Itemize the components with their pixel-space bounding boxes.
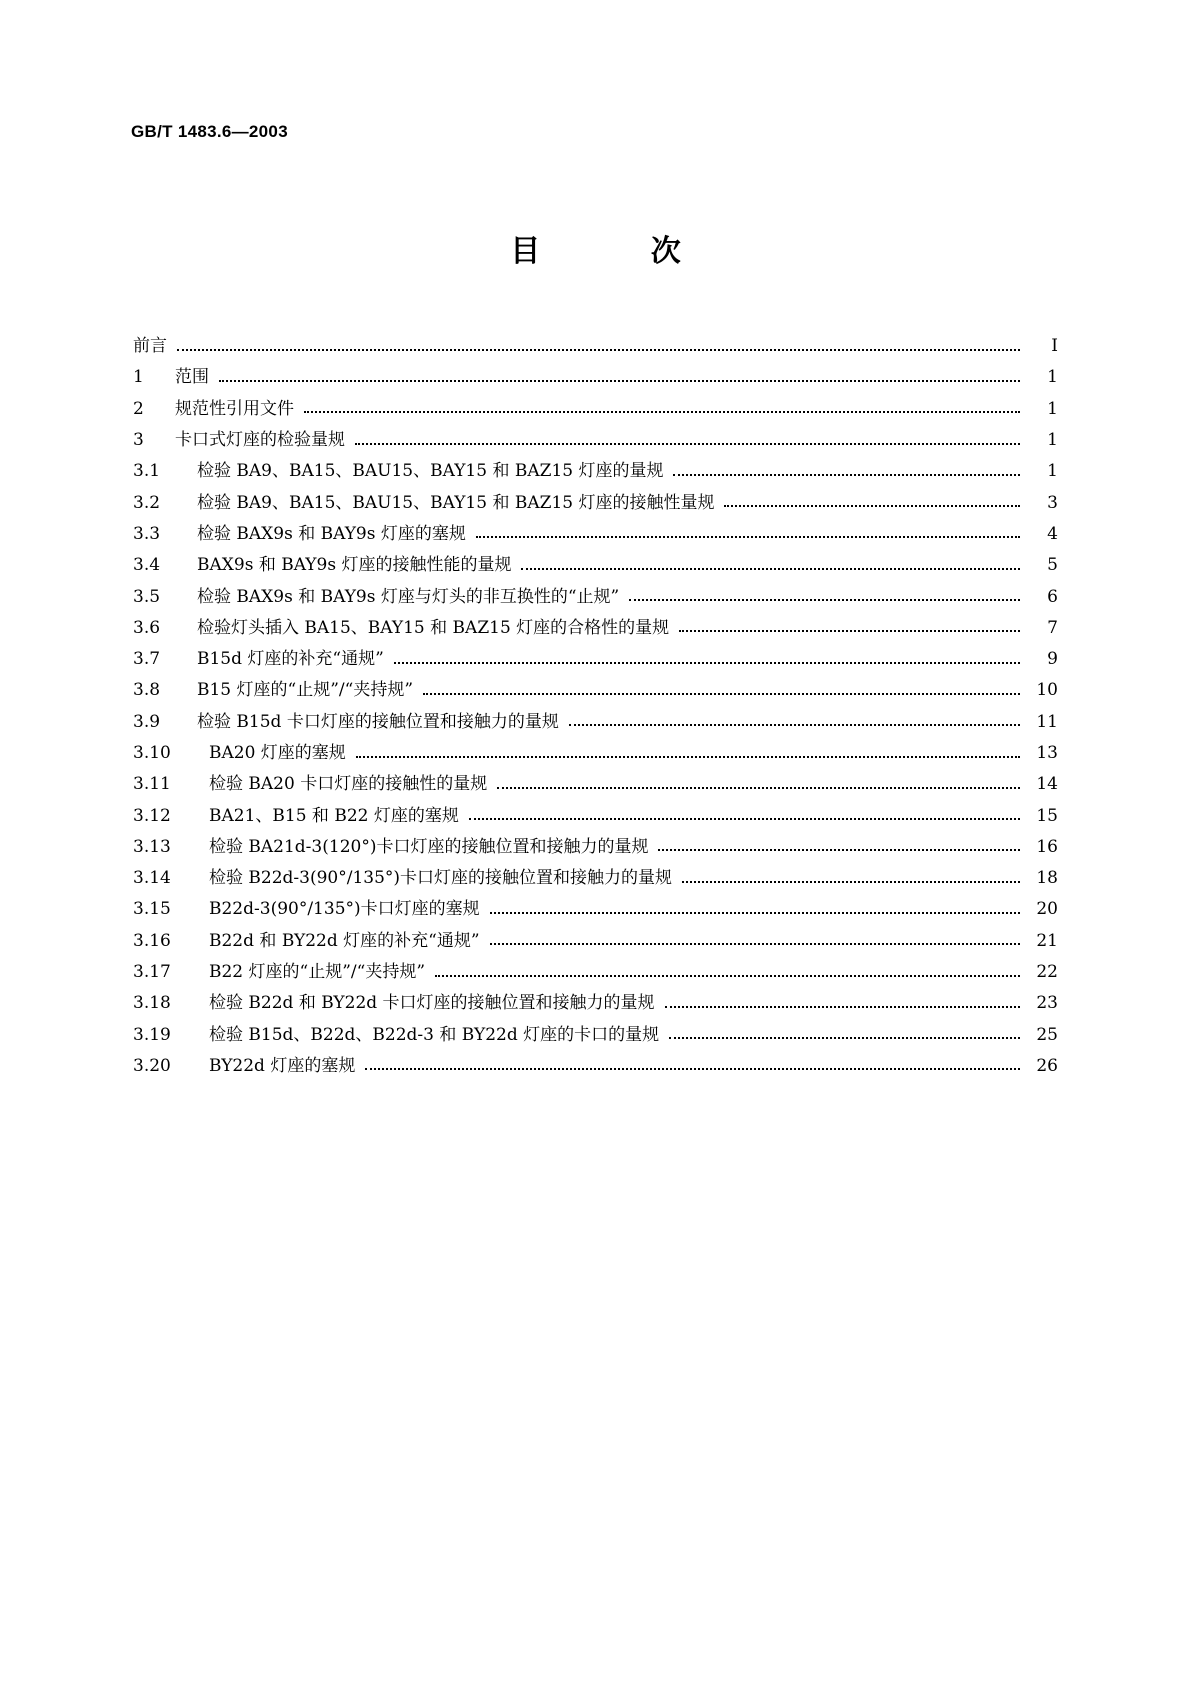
toc-entry-title: 检验 B15d 卡口灯座的接触位置和接触力的量规 bbox=[197, 711, 559, 732]
toc-entry-page: 25 bbox=[1036, 1024, 1058, 1045]
toc-entry-number: 3.7 bbox=[133, 649, 161, 670]
toc-entry-number: 3.14 bbox=[133, 868, 171, 889]
toc-entry-title: 范围 bbox=[175, 367, 209, 388]
toc-entry-title: B15 灯座的“止规”/“夹持规” bbox=[197, 680, 414, 701]
toc-entry-title: BA21、B15 和 B22 灯座的塞规 bbox=[209, 805, 459, 826]
dot-leader bbox=[629, 599, 1020, 601]
toc-entry[interactable] bbox=[133, 613, 1058, 644]
toc-entry-page: 20 bbox=[1036, 899, 1058, 920]
dot-leader bbox=[669, 1037, 1020, 1039]
dot-leader bbox=[569, 724, 1020, 726]
toc-entry[interactable] bbox=[133, 988, 1058, 1019]
toc-entry-page: 22 bbox=[1036, 962, 1058, 983]
dot-leader bbox=[177, 349, 1020, 351]
toc-entry[interactable] bbox=[133, 800, 1058, 831]
toc-entry-number: 3.9 bbox=[133, 711, 161, 732]
toc-entry-title: 规范性引用文件 bbox=[175, 398, 294, 419]
toc-entry-number: 3.5 bbox=[133, 586, 161, 607]
dot-leader bbox=[394, 662, 1020, 664]
toc-entry[interactable] bbox=[133, 707, 1058, 738]
toc-entry-page: 15 bbox=[1036, 805, 1058, 826]
dot-leader bbox=[356, 756, 1020, 758]
toc-entry-page: 23 bbox=[1036, 993, 1058, 1014]
toc-entry-number: 3.10 bbox=[133, 743, 171, 763]
toc-entry-number: 3.19 bbox=[133, 1024, 171, 1045]
toc-entry[interactable] bbox=[133, 550, 1058, 581]
toc-entry-number: 3.20 bbox=[133, 1055, 171, 1076]
toc-entry-page: 10 bbox=[1036, 680, 1058, 701]
toc-entry-page: 1 bbox=[1047, 367, 1058, 388]
toc-entry-title: BAX9s 和 BAY9s 灯座的接触性能的量规 bbox=[197, 555, 512, 576]
toc-entry-number: 3.13 bbox=[133, 836, 171, 857]
toc-entry-page: 4 bbox=[1047, 523, 1058, 544]
toc-entry[interactable] bbox=[133, 1020, 1058, 1051]
toc-entry-page: 16 bbox=[1036, 836, 1058, 857]
dot-leader bbox=[665, 1006, 1020, 1008]
dot-leader bbox=[490, 943, 1020, 945]
toc-entry[interactable] bbox=[133, 519, 1058, 550]
toc-entry-number: 3 bbox=[133, 430, 144, 451]
toc-entry[interactable] bbox=[133, 425, 1058, 456]
toc-entry-title: BA20 灯座的塞规 bbox=[209, 743, 346, 763]
toc-entry-page: 1 bbox=[1047, 430, 1058, 451]
toc-entry[interactable] bbox=[133, 394, 1058, 425]
toc-entry-title: 检验 BAX9s 和 BAY9s 灯座与灯头的非互换性的“止规” bbox=[197, 586, 620, 607]
toc-entry-page: 1 bbox=[1047, 398, 1058, 419]
toc-entry[interactable] bbox=[133, 1051, 1058, 1082]
toc-entry-number: 3.8 bbox=[133, 680, 161, 701]
toc-entry-page: 5 bbox=[1047, 555, 1058, 576]
toc-entry-title: 卡口式灯座的检验量规 bbox=[175, 430, 345, 451]
toc-title: 目 次 bbox=[510, 234, 731, 269]
table-of-contents bbox=[133, 331, 1058, 1082]
toc-entry-number: 2 bbox=[133, 398, 144, 419]
dot-leader bbox=[497, 787, 1020, 789]
toc-entry-title: B22 灯座的“止规”/“夹持规” bbox=[209, 962, 426, 983]
dot-leader bbox=[658, 849, 1020, 851]
toc-entry-title: B15d 灯座的补充“通规” bbox=[197, 649, 384, 670]
toc-entry[interactable] bbox=[133, 487, 1058, 518]
dot-leader bbox=[521, 568, 1020, 570]
toc-entry-number: 3.11 bbox=[133, 774, 171, 795]
dot-leader bbox=[724, 505, 1020, 507]
toc-entry-page: 1 bbox=[1047, 461, 1058, 482]
toc-entry-title: 检验 BA9、BA15、BAU15、BAY15 和 BAZ15 灯座的接触性量规 bbox=[197, 492, 715, 513]
toc-entry[interactable] bbox=[133, 675, 1058, 706]
toc-entry-title: 检验 BA9、BA15、BAU15、BAY15 和 BAZ15 灯座的量规 bbox=[197, 461, 664, 482]
standard-number: GB/T 1483.6—2003 bbox=[131, 122, 288, 141]
toc-entry-page: 7 bbox=[1047, 617, 1058, 638]
dot-leader bbox=[469, 818, 1020, 820]
toc-entry-title: 检验 B22d 和 BY22d 卡口灯座的接触位置和接触力的量规 bbox=[209, 993, 655, 1014]
dot-leader bbox=[219, 380, 1020, 382]
toc-entry-number: 3.2 bbox=[133, 492, 161, 513]
dot-leader bbox=[423, 693, 1020, 695]
toc-entry-title: 检验 B15d、B22d、B22d-3 和 BY22d 灯座的卡口的量规 bbox=[209, 1024, 660, 1045]
toc-entry-page: 3 bbox=[1047, 492, 1058, 513]
toc-entry-title: 检验 BAX9s 和 BAY9s 灯座的塞规 bbox=[197, 523, 466, 544]
toc-entry-title: B22d-3(90°/135°)卡口灯座的塞规 bbox=[209, 899, 480, 920]
toc-entry-title: 检验灯头插入 BA15、BAY15 和 BAZ15 灯座的合格性的量规 bbox=[197, 617, 670, 638]
dot-leader bbox=[673, 474, 1020, 476]
toc-entry[interactable] bbox=[133, 832, 1058, 863]
toc-entry-number: 3.12 bbox=[133, 805, 171, 826]
toc-entry-page: 6 bbox=[1047, 586, 1058, 607]
toc-entry[interactable] bbox=[133, 926, 1058, 957]
toc-entry-page: 26 bbox=[1036, 1055, 1058, 1076]
toc-entry-page: 18 bbox=[1036, 868, 1058, 889]
toc-entry[interactable] bbox=[133, 644, 1058, 675]
dot-leader bbox=[476, 536, 1020, 538]
dot-leader bbox=[435, 975, 1020, 977]
toc-entry-title: 检验 BA21d-3(120°)卡口灯座的接触位置和接触力的量规 bbox=[209, 836, 649, 857]
toc-entry-number: 3.1 bbox=[133, 461, 161, 482]
toc-entry-number: 3.18 bbox=[133, 993, 171, 1014]
toc-entry[interactable] bbox=[133, 362, 1058, 393]
toc-entry-number: 3.16 bbox=[133, 930, 171, 951]
toc-entry-page: 11 bbox=[1036, 711, 1058, 732]
dot-leader bbox=[355, 443, 1020, 445]
toc-entry-page: I bbox=[1051, 336, 1058, 357]
toc-entry-number: 3.3 bbox=[133, 523, 161, 544]
toc-entry-page: 13 bbox=[1036, 743, 1058, 763]
toc-entry[interactable] bbox=[133, 894, 1058, 925]
toc-entry[interactable] bbox=[133, 456, 1058, 487]
toc-entry[interactable] bbox=[133, 331, 1058, 362]
dot-leader bbox=[304, 411, 1020, 413]
toc-entry-number: 3.4 bbox=[133, 555, 161, 576]
dot-leader bbox=[490, 912, 1020, 914]
toc-entry-title: 前言 bbox=[133, 336, 167, 357]
toc-entry-number: 3.15 bbox=[133, 899, 171, 920]
toc-entry-number: 1 bbox=[133, 367, 144, 388]
toc-entry[interactable] bbox=[133, 863, 1058, 894]
toc-entry[interactable] bbox=[133, 581, 1058, 612]
toc-entry-title: 检验 B22d-3(90°/135°)卡口灯座的接触位置和接触力的量规 bbox=[209, 868, 673, 889]
dot-leader bbox=[365, 1068, 1020, 1070]
toc-entry[interactable] bbox=[133, 957, 1058, 988]
toc-entry-title: 检验 BA20 卡口灯座的接触性的量规 bbox=[209, 774, 488, 795]
toc-entry[interactable] bbox=[133, 738, 1058, 769]
toc-entry-page: 9 bbox=[1047, 649, 1058, 670]
toc-entry-number: 3.17 bbox=[133, 962, 171, 983]
toc-entry-title: B22d 和 BY22d 灯座的补充“通规” bbox=[209, 930, 480, 951]
toc-entry-page: 14 bbox=[1036, 774, 1058, 795]
dot-leader bbox=[679, 630, 1020, 632]
dot-leader bbox=[682, 881, 1020, 883]
toc-entry-title: BY22d 灯座的塞规 bbox=[209, 1055, 356, 1076]
toc-entry-page: 21 bbox=[1036, 930, 1058, 951]
toc-entry[interactable] bbox=[133, 769, 1058, 800]
toc-entry-number: 3.6 bbox=[133, 617, 161, 638]
